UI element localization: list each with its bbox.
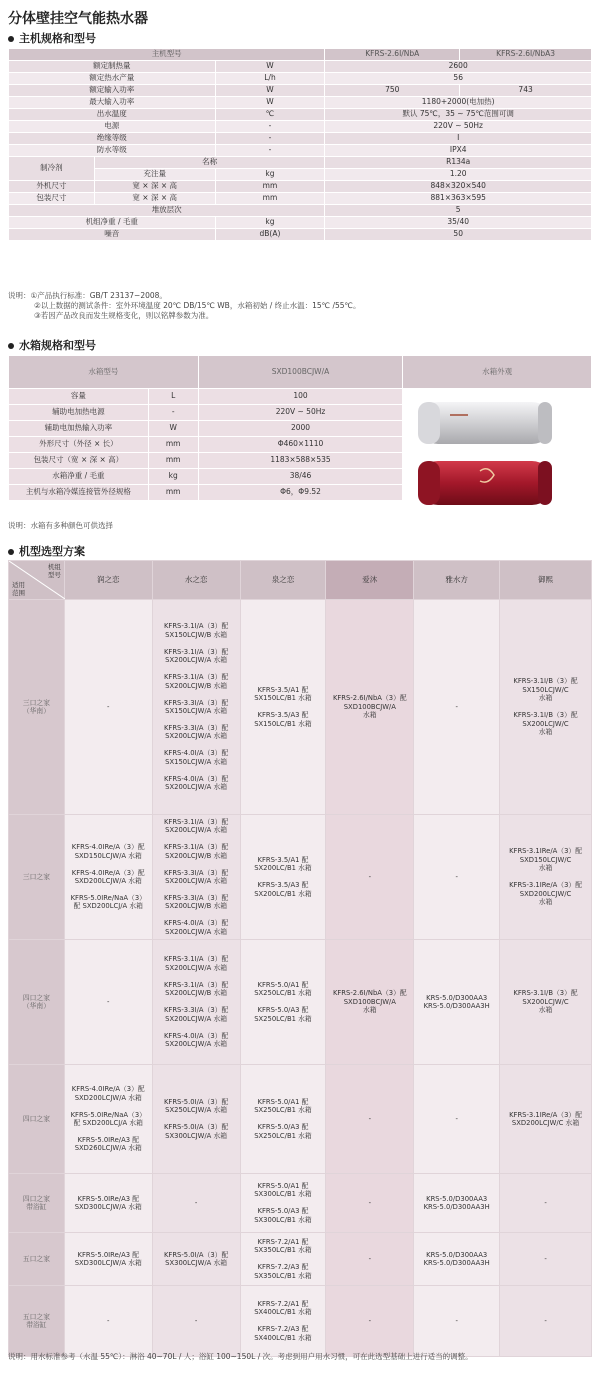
selection-cell: - [152, 1174, 240, 1233]
selection-cell: KFRS-4.0IRe/A（3）配 SXD150LCJW/A 水箱 KFRS-4.0IRe/A（3）配 SXD200LCJW/A 水箱 KFRS-5.0IRe/NaA（3） 配 SXD200LCJ/A 水箱 [64, 815, 152, 940]
selection-cell: KRS-5.0/D300AA3 KRS-5.0/D300AA3H [414, 1174, 500, 1233]
row-value: 默认 75℃，35 ~ 75℃范围可调 [325, 109, 592, 121]
selection-row [9, 815, 592, 940]
bullet-icon [8, 36, 14, 42]
row-value: 1180+2000(电加热) [325, 97, 592, 109]
row-header: 四口之家 （华南） [9, 940, 65, 1065]
row-header: 四口之家 [9, 1065, 65, 1174]
selection-cell: - [414, 1065, 500, 1174]
table-row [9, 73, 592, 85]
row-unit: W [148, 421, 198, 437]
tank-header-label: 水箱型号 [9, 356, 199, 389]
selection-cell: - [64, 1286, 152, 1357]
table-row [9, 169, 592, 181]
row-label: 出水温度 [9, 109, 216, 121]
page-title: 分体壁挂空气能热水器 [8, 11, 148, 27]
row-value: 2000 [198, 421, 403, 437]
header-model-a: KFRS-2.6I/NbA [325, 49, 460, 61]
row-unit: W [215, 97, 325, 109]
selection-cell: - [326, 1286, 414, 1357]
selection-cell: KFRS-3.1IRe/A（3）配 SXD200LCJW/C 水箱 [500, 1065, 592, 1174]
row-value-a: 750 [325, 85, 460, 97]
row-unit: - [215, 121, 325, 133]
corner-cell [9, 561, 65, 600]
corner-bottom2: 范围 [12, 589, 25, 597]
row-value: 56 [325, 73, 592, 85]
selection-row [9, 940, 592, 1065]
section2-note: 说明：水箱有多种颜色可供选择 [8, 521, 113, 530]
corner-top2: 型号 [47, 571, 61, 579]
column-header: 爱沐 [326, 561, 414, 600]
corner-bottom: 适用 [12, 581, 25, 589]
row-value: 50 [325, 229, 592, 241]
row-label: 防水等级 [9, 145, 216, 157]
section3-note: 说明：用水标准参考（水温 55℃）：淋浴 40~70L / 人；浴缸 100~150L / 次。考虑到用户用水习惯，可在此选型基础上进行适当的调整。 [8, 1352, 473, 1361]
selection-cell: KFRS-3.1I/A（3）配 SX200LCJW/A 水箱 KFRS-3.1I/A（3）配 SX200LCJW/B 水箱 KFRS-3.3I/A（3）配 SX200LCJW/A 水箱 KFRS-3.3I/A（3）配 SX200LCJW/B 水箱 KFRS-4.0I/A（3）配 SX200LCJW/A 水箱 [152, 815, 240, 940]
row-unit: kg [215, 169, 325, 181]
row-sub: 宽 × 深 × 高 [94, 181, 215, 193]
selection-row [9, 1286, 592, 1357]
table-row [9, 193, 592, 205]
row-header: 三口之家 [9, 815, 65, 940]
note-line: 说明：①产品执行标准：GB/T 23137−2008。 [8, 291, 167, 300]
table-row [9, 145, 592, 157]
row-label: 外形尺寸（外径 × 长） [9, 437, 149, 453]
selection-cell: - [500, 1233, 592, 1286]
row-label: 辅助电加热电源 [9, 405, 149, 421]
table-row [9, 97, 592, 109]
row-value: Φ6，Φ9.52 [198, 485, 403, 501]
table-row [9, 217, 592, 229]
row-group: 制冷剂 [9, 157, 95, 181]
row-value: 1.20 [325, 169, 592, 181]
selection-cell: KFRS-3.1IRe/A（3）配 SXD150LCJW/C 水箱 KFRS-3.1IRe/A（3）配 SXD200LCJW/C 水箱 [500, 815, 592, 940]
row-value: 1183×588×535 [198, 453, 403, 469]
row-unit: - [215, 133, 325, 145]
selection-row [9, 1233, 592, 1286]
row-unit: kg [148, 469, 198, 485]
selection-cell: KFRS-5.0I/A（3）配 SX250LCJW/A 水箱 KFRS-5.0I/A（3）配 SX300LCJW/A 水箱 [152, 1065, 240, 1174]
row-value: IPX4 [325, 145, 592, 157]
row-value: I [325, 133, 592, 145]
selection-cell: KFRS-5.0I/A（3）配 SX300LCJW/A 水箱 [152, 1233, 240, 1286]
row-unit: L [148, 389, 198, 405]
selection-cell: KFRS-7.2/A1 配 SX350LC/B1 水箱 KFRS-7.2/A3 配 SX350LC/B1 水箱 [240, 1233, 326, 1286]
selection-cell: - [326, 1065, 414, 1174]
row-label: 额定热水产量 [9, 73, 216, 85]
selection-cell: KFRS-3.5/A1 配 SX200LC/B1 水箱 KFRS-3.5/A3 配 SX200LC/B1 水箱 [240, 815, 326, 940]
table-row [9, 205, 592, 217]
selection-cell: - [500, 1174, 592, 1233]
row-sub: 充注量 [94, 169, 215, 181]
selection-cell: KFRS-3.5/A1 配 SX150LC/B1 水箱 KFRS-3.5/A3 配 SX150LC/B1 水箱 [240, 600, 326, 815]
host-spec-table [8, 48, 592, 241]
selection-cell: KFRS-4.0IRe/A（3）配 SXD200LCJW/A 水箱 KFRS-5.0IRe/NaA（3） 配 SXD200LCJ/A 水箱 KFRS-5.0IRe/A3 配 SXD260LCJW/A 水箱 [64, 1065, 152, 1174]
column-header: 泉之恋 [240, 561, 326, 600]
table-row [9, 181, 592, 193]
table-row [9, 121, 592, 133]
row-label: 容量 [9, 389, 149, 405]
tank-header-appearance: 水箱外观 [403, 356, 592, 389]
table-row [9, 157, 592, 169]
corner-top: 机组 [47, 563, 61, 571]
selection-cell: KFRS-7.2/A1 配 SX400LC/B1 水箱 KFRS-7.2/A3 配 SX400LC/B1 水箱 [240, 1286, 326, 1357]
selection-cell: - [326, 1174, 414, 1233]
row-label: 机组净重 / 毛重 [9, 217, 216, 229]
section1-title [8, 30, 96, 46]
row-unit: W [215, 61, 325, 73]
selection-cell: KFRS-3.1I/B（3）配 SX150LCJW/C 水箱 KFRS-3.1I/B（3）配 SX200LCJW/C 水箱 [500, 600, 592, 815]
row-label: 电源 [9, 121, 216, 133]
table-row [9, 133, 592, 145]
note-line: ②以上数据的测试条件：室外环境温度 20℃ DB/15℃ WB，水箱初始 / 终止水温：15℃ /55℃。 [34, 301, 361, 310]
selection-cell: KFRS-3.1I/A（3）配 SX150LCJW/B 水箱 KFRS-3.1I/A（3）配 SX200LCJW/A 水箱 KFRS-3.1I/A（3）配 SX200LCJW/B 水箱 KFRS-3.3I/A（3）配 SX150LCJW/A 水箱 KFRS-3.3I/A（3）配 SX200LCJW/A 水箱 KFRS-4.0I/A（3）配 SX150LCJW/A 水箱 KFRS-4.0I/A（3）配 SX200LCJW/A 水箱 [152, 600, 240, 815]
table-row [9, 109, 592, 121]
row-label: 主机与水箱冷媒连接管外径规格 [9, 485, 149, 501]
selection-cell: KFRS-5.0/A1 配 SX300LC/B1 水箱 KFRS-5.0/A3 配 SX300LC/B1 水箱 [240, 1174, 326, 1233]
row-value-b: 743 [460, 85, 592, 97]
selection-cell: KFRS-2.6I/NbA（3）配 SXD100BCJW/A 水箱 [326, 940, 414, 1065]
selection-cell: KRS-5.0/D300AA3 KRS-5.0/D300AA3H [414, 940, 500, 1065]
selection-cell: KFRS-5.0/A1 配 SX250LC/B1 水箱 KFRS-5.0/A3 配 SX250LC/B1 水箱 [240, 940, 326, 1065]
header-label: 主机型号 [9, 49, 325, 61]
selection-cell: - [64, 600, 152, 815]
selection-row [9, 600, 592, 815]
row-value: 100 [198, 389, 403, 405]
selection-row [9, 1174, 592, 1233]
row-sub: 名称 [94, 157, 325, 169]
selection-cell: - [326, 1233, 414, 1286]
selection-cell: - [500, 1286, 592, 1357]
row-value: 5 [325, 205, 592, 217]
row-value: 220V ~ 50Hz [325, 121, 592, 133]
row-value: 220V ~ 50Hz [198, 405, 403, 421]
section2-title [8, 337, 96, 353]
section3-title [8, 543, 85, 559]
row-label: 绝缘等级 [9, 133, 216, 145]
row-value: Φ460×1110 [198, 437, 403, 453]
row-header: 五口之家 [9, 1233, 65, 1286]
note-line: ③若因产品改良而发生规格变化，则以铭牌参数为准。 [34, 311, 214, 320]
selection-table [8, 560, 592, 1357]
row-label: 噪音 [9, 229, 216, 241]
row-unit: mm [148, 453, 198, 469]
selection-cell: - [64, 940, 152, 1065]
row-unit: mm [148, 485, 198, 501]
column-header: 雅水方 [414, 561, 500, 600]
row-unit: - [148, 405, 198, 421]
selection-cell: - [414, 815, 500, 940]
section1-title-text: 主机规格和型号 [19, 32, 96, 45]
selection-row [9, 1065, 592, 1174]
selection-cell: - [152, 1286, 240, 1357]
bullet-icon [8, 549, 14, 555]
selection-cell: KFRS-2.6I/NbA（3）配 SXD100BCJW/A 水箱 [326, 600, 414, 815]
column-header: 水之恋 [152, 561, 240, 600]
row-label: 外机尺寸 [9, 181, 95, 193]
selection-cell: KFRS-3.1I/B（3）配 SX200LCJW/C 水箱 [500, 940, 592, 1065]
row-unit: mm [148, 437, 198, 453]
row-header: 四口之家 带浴缸 [9, 1174, 65, 1233]
row-label: 额定输入功率 [9, 85, 216, 97]
section2-title-text: 水箱规格和型号 [19, 339, 96, 352]
table-row [9, 85, 592, 97]
tank-header-model: SXD100BCJW/A [198, 356, 403, 389]
row-unit: - [215, 145, 325, 157]
section3-title-text: 机型选型方案 [19, 545, 85, 558]
row-label: 额定制热量 [9, 61, 216, 73]
column-header: 御熙 [500, 561, 592, 600]
selection-cell: KFRS-5.0IRe/A3 配 SXD300LCJW/A 水箱 [64, 1174, 152, 1233]
row-unit: mm [215, 193, 325, 205]
row-label: 包装尺寸 [9, 193, 95, 205]
row-label: 水箱净重 / 毛重 [9, 469, 149, 485]
row-label: 辅助电加热输入功率 [9, 421, 149, 437]
header-model-b: KFRS-2.6I/NbA3 [460, 49, 592, 61]
section1-notes [8, 291, 360, 321]
row-header: 五口之家 带浴缸 [9, 1286, 65, 1357]
silver-water-heater-image [410, 398, 560, 448]
row-label: 最大输入功率 [9, 97, 216, 109]
row-value: 38/46 [198, 469, 403, 485]
row-unit: ℃ [215, 109, 325, 121]
selection-cell: KFRS-3.1I/A（3）配 SX200LCJW/A 水箱 KFRS-3.1I/A（3）配 SX200LCJW/B 水箱 KFRS-3.3I/A（3）配 SX200LCJW/A 水箱 KFRS-4.0I/A（3）配 SX200LCJW/A 水箱 [152, 940, 240, 1065]
selection-cell: KFRS-5.0IRe/A3 配 SXD300LCJW/A 水箱 [64, 1233, 152, 1286]
row-value: 848×320×540 [325, 181, 592, 193]
row-sub: 宽 × 深 × 高 [94, 193, 215, 205]
row-unit: mm [215, 181, 325, 193]
selection-cell: KRS-5.0/D300AA3 KRS-5.0/D300AA3H [414, 1233, 500, 1286]
bullet-icon [8, 343, 14, 349]
row-unit: W [215, 85, 325, 97]
selection-cell: - [326, 815, 414, 940]
red-water-heater-image [410, 457, 560, 509]
table-row [9, 61, 592, 73]
selection-cell: KFRS-5.0/A1 配 SX250LC/B1 水箱 KFRS-5.0/A3 配 SX250LC/B1 水箱 [240, 1065, 326, 1174]
column-header: 润之恋 [64, 561, 152, 600]
row-value: 2600 [325, 61, 592, 73]
row-unit: L/h [215, 73, 325, 85]
row-value: 35/40 [325, 217, 592, 229]
table-row [9, 229, 592, 241]
selection-cell: - [414, 600, 500, 815]
row-header: 三口之家 （华南） [9, 600, 65, 815]
row-value: 881×363×595 [325, 193, 592, 205]
row-unit: dB(A) [215, 229, 325, 241]
selection-cell: - [414, 1286, 500, 1357]
row-value: R134a [325, 157, 592, 169]
row-unit: kg [215, 217, 325, 229]
row-label: 包装尺寸（宽 × 深 × 高） [9, 453, 149, 469]
row-label: 堆放层次 [9, 205, 325, 217]
